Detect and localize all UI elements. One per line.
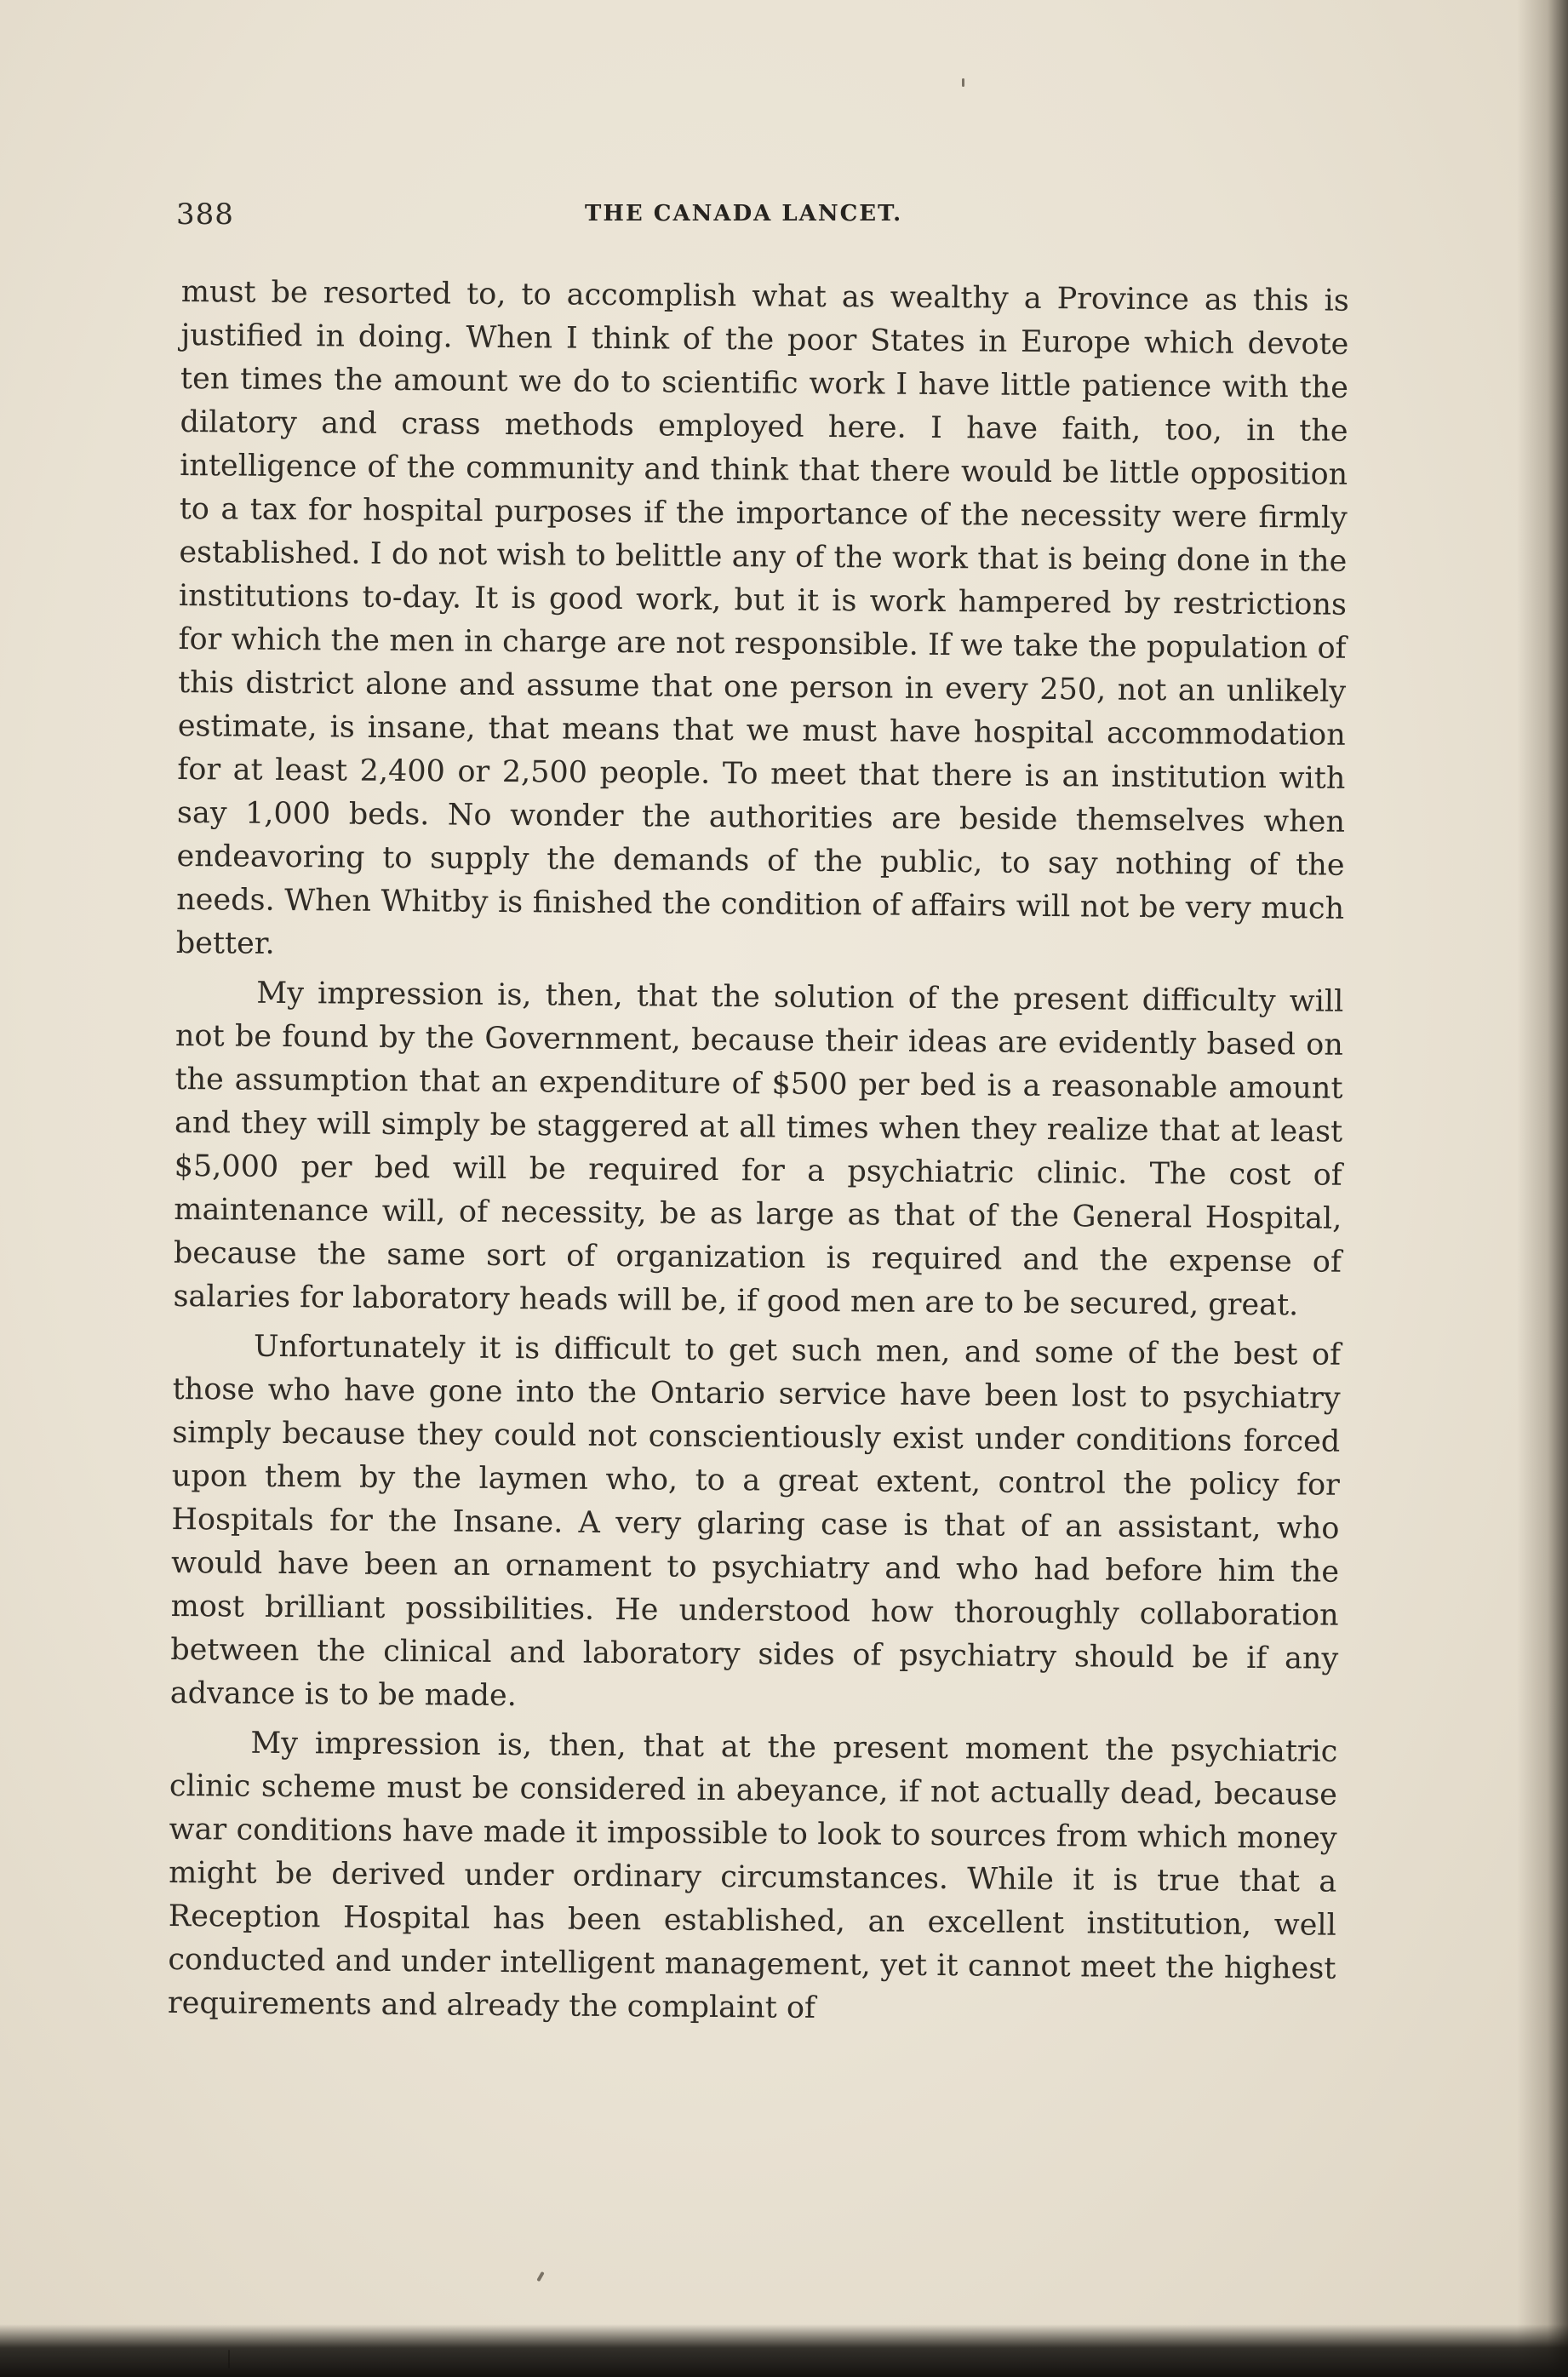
running-head: THE CANADA LANCET. <box>585 201 903 226</box>
paragraph-abeyance: My impression is, then, that at the present moment the psychiatric clinic scheme must be considered in abeyance, if not actually dead, because war conditions have made it impossible to look to sources from which money might be derived under ordinary circumstances. While it is true that a Reception Hospital has been established, an excellent institution, well conducted and under intelligent management, yet it cannot meet the highest requirements and already the complaint of <box>167 1726 1338 2025</box>
page-edge-shadow <box>1517 0 1568 2377</box>
page-number: 388 <box>176 198 234 232</box>
page-header <box>176 198 1351 249</box>
paper-speck <box>536 2271 544 2282</box>
paragraph-government: My impression is, then, that the solution of the present difficulty will not be found by the Government, because their ideas are evidently based on the assumption that an expenditure of $500 per bed is a reasonable amount and they will simply be staggered at all times when they realize that at least $5,000 per bed will be required for a psychiatric clinic. The cost of maintenance will, of necessity, be as large as that of the General Hospital, because the same sort of organization is required and the expense of salaries for laboratory heads will be, if good men are to be secured, great. <box>173 976 1344 1323</box>
paragraph-difficult-men: Unfortunately it is difficult to get such men, and some of the best of those who have gone into the Ontario service have been lost to psychiatry simply because they could not conscientiously exist under conditions forced upon them by the laymen who, to a great extent, control the policy for Hospitals for the Insane. A very glaring case is that of an assistant, who would have been an ornament to psychiatry and who had before him the most brilliant possibilities. He understood how thoroughly collaboration between the clinical and laboratory sides of psychiatry should be if any advance is to be made. <box>169 1329 1342 1714</box>
article-body <box>168 271 1349 2035</box>
paper-speck <box>962 78 964 87</box>
page-bottom-shadow <box>0 2324 1568 2377</box>
paragraph-continuation: must be resorted to, to accomplish what as wealthy a Province as this is justified in doing. When I think of the poor States in Europe which devote ten times the amount we do to scientific work I have little patience with the dilatory and crass methods employed here. I have faith, too, in the intelligence of the community and think that there would be little opposition to a tax for hospital purposes if the importance of the necessity were firmly established. I do not wish to belittle any of the work that is being done in the institutions to-day. It is good work, but it is work hampered by restrictions for which the men in charge are not responsible. If we take the population of this district alone and assume that one person in every 250, not an unlikely estimate, is insane, that means that we must have hospital accommodation for at least 2,400 or 2,500 people. To meet that there is an institution with say 1,000 beds. No wonder the authorities are beside themselves when endeavoring to supply the demands of the public, to say nothing of the needs. When Whitby is finished the condition of affairs will not be very much better. <box>175 274 1349 961</box>
